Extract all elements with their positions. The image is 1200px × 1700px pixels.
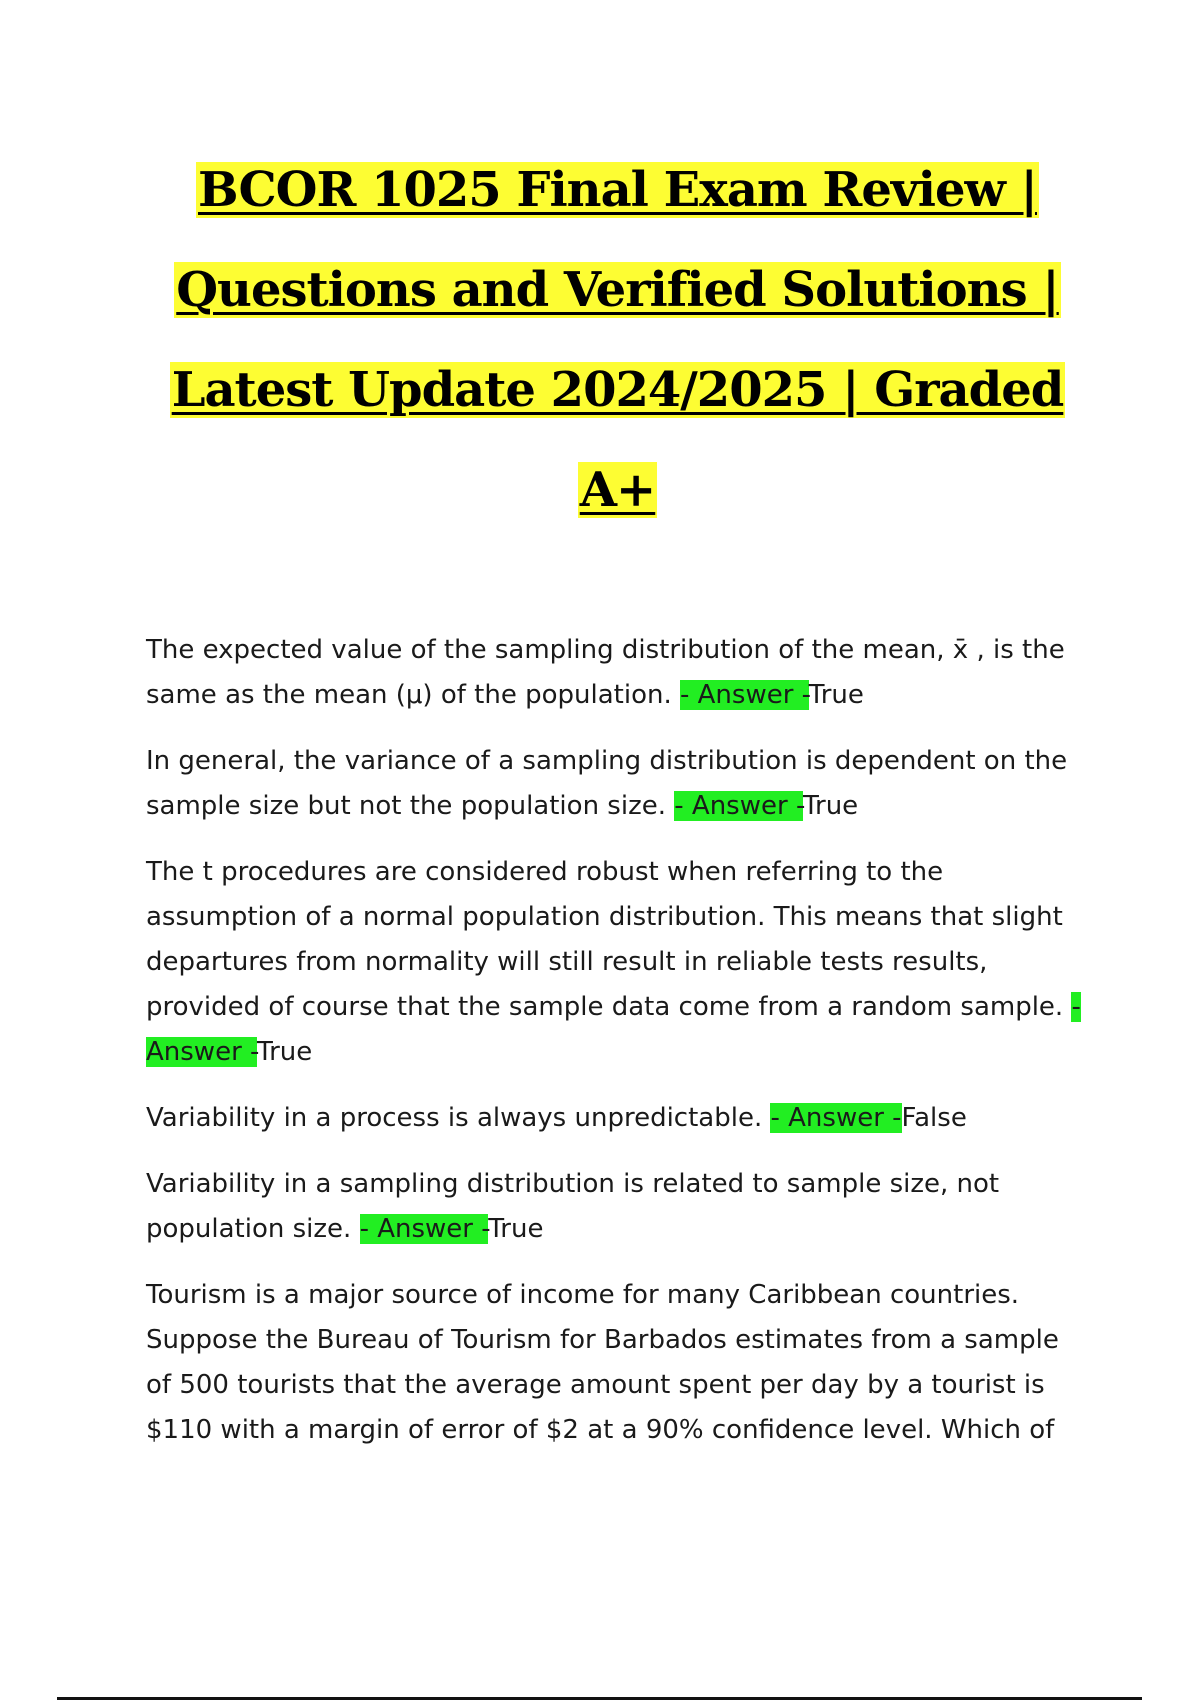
title-line: Questions and Verified Solutions | xyxy=(176,262,1059,318)
answer-label: - Answer - xyxy=(674,791,803,821)
qa-item xyxy=(146,1096,1086,1141)
title-line: BCOR 1025 Final Exam Review | xyxy=(197,162,1038,218)
answer-label: - Answer - xyxy=(679,680,809,710)
qa-item xyxy=(146,628,1086,718)
answer-value: True xyxy=(802,791,859,821)
question-text: Tourism is a major source of income for many Caribbean countries. Suppose the Bureau of Tourism for Barbados estimates from a sample of 500 tourists that the average amount spent per day by a tourist is $110 with a margin of error of $2 at a 90% confidence level. Which of xyxy=(146,1280,1059,1445)
qa-item xyxy=(146,739,1086,829)
answer-value: True xyxy=(488,1214,544,1244)
partial-question xyxy=(146,1273,1086,1453)
qa-list xyxy=(146,628,1086,1474)
answer-value: False xyxy=(901,1103,967,1133)
question-text: Variability in a process is always unpredictable. xyxy=(146,1103,763,1133)
title-line: A+ xyxy=(579,462,656,518)
qa-item xyxy=(146,1162,1086,1252)
question-text: The expected value of the sampling distribution of the mean, x̄ , is the same as the mean (μ) of the population. xyxy=(146,635,1065,710)
answer-label: - Answer - xyxy=(146,992,1081,1067)
answer-label: - Answer - xyxy=(359,1214,489,1244)
question-text: The t procedures are considered robust when referring to the assumption of a normal population distribution. This means that slight departures from normality will still result in reliable tests results, provided of course that the sample data come from a random sample. xyxy=(146,857,1064,1022)
qa-item xyxy=(146,850,1086,1075)
title-line: Latest Update 2024/2025 | Graded xyxy=(171,362,1064,418)
answer-label: - Answer - xyxy=(770,1103,902,1133)
question-text: In general, the variance of a sampling distribution is dependent on the sample size but not the population size. xyxy=(146,746,1068,821)
question-text: Variability in a sampling distribution is related to sample size, not population size. xyxy=(146,1169,1000,1244)
answer-value: True xyxy=(808,680,864,710)
document-title xyxy=(150,140,1085,540)
answer-value: True xyxy=(257,1037,313,1067)
